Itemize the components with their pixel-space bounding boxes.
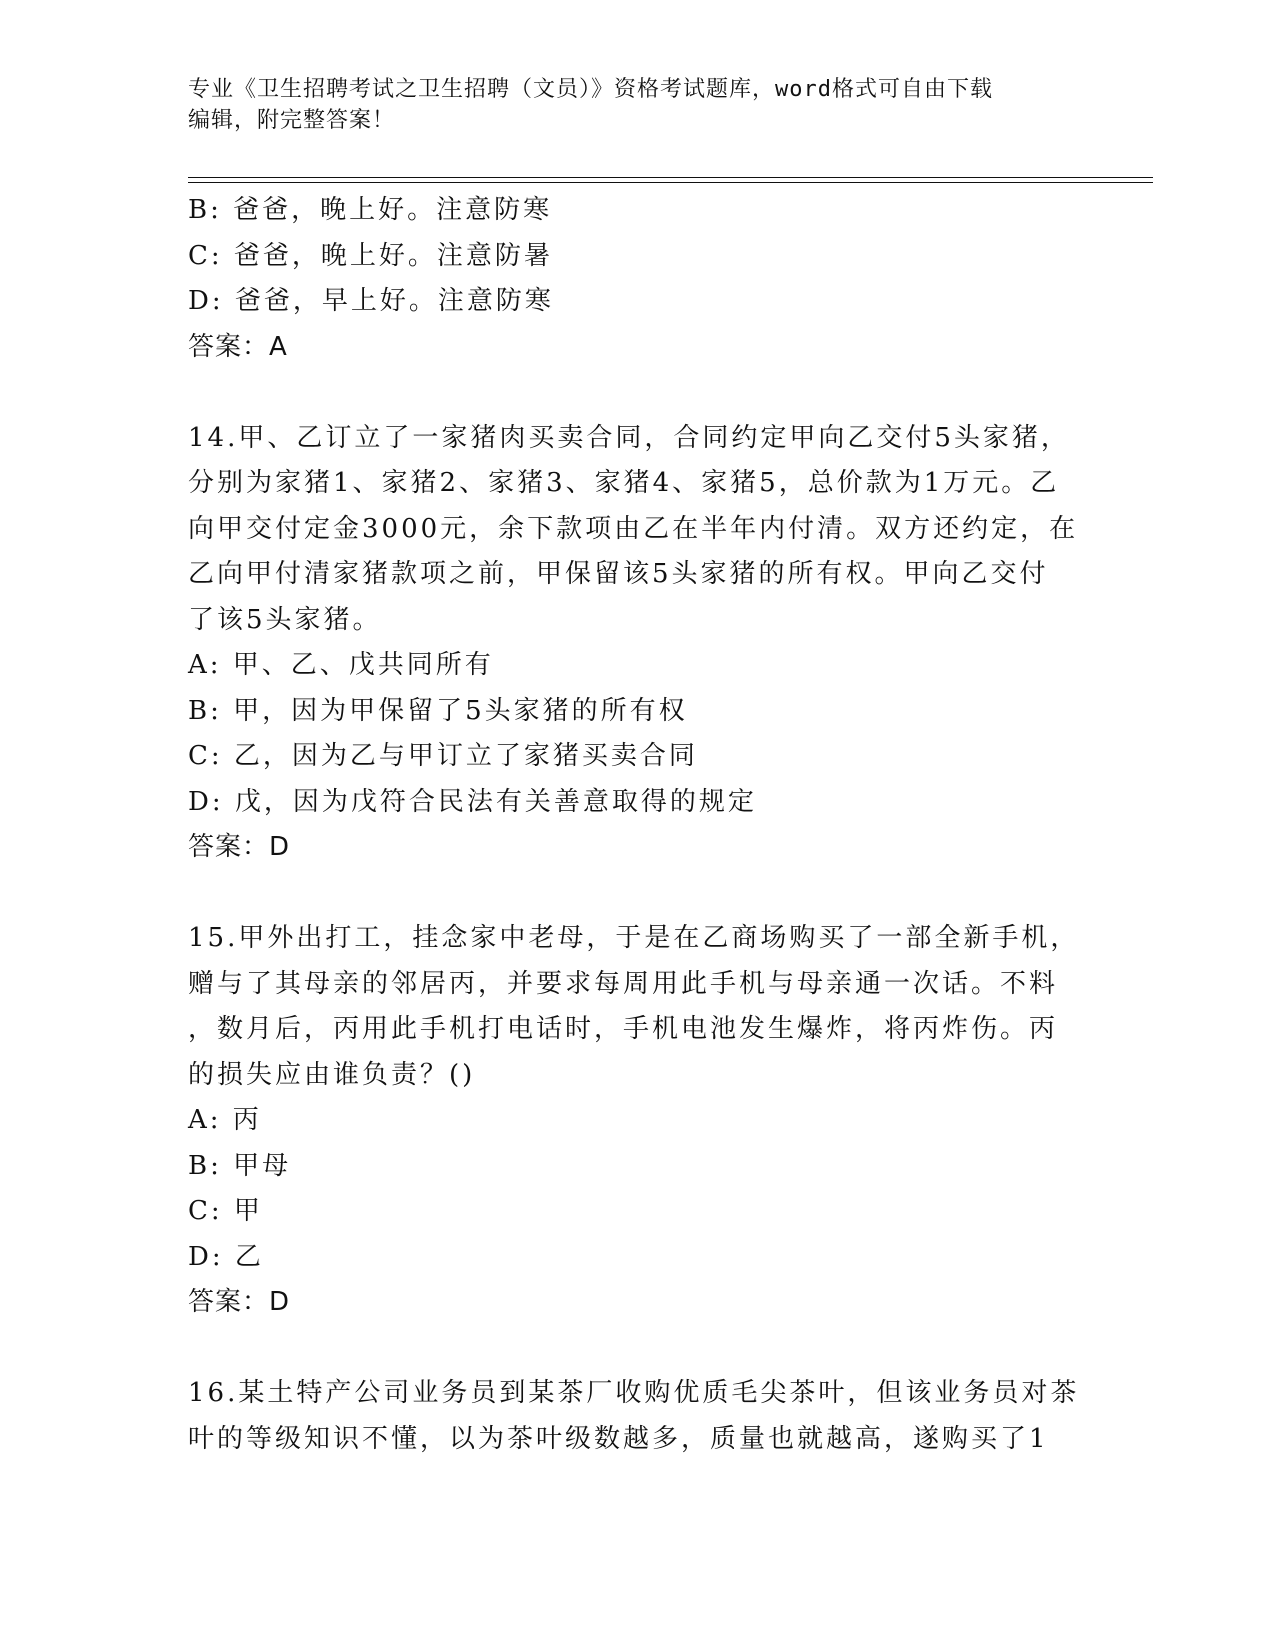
header-divider-top <box>188 177 1153 178</box>
option-b: B: 甲母 <box>188 1150 292 1181</box>
answer-line: 答案：A <box>188 331 288 362</box>
question-stem-line: 15.甲外出打工，挂念家中老母，于是在乙商场购买了一部全新手机， <box>188 923 1080 953</box>
question-stem-line: 14.甲、乙订立了一家猪肉买卖合同，合同约定甲向乙交付5头家猪， <box>188 422 1070 453</box>
spacer <box>188 370 1088 416</box>
answer-line: 答案：D <box>188 1287 291 1317</box>
question-stem-line: 的损失应由谁负责？() <box>188 1059 476 1090</box>
question-14 <box>188 416 1088 871</box>
question-stem-line: 16.某土特产公司业务员到某茶厂收购优质毛尖茶叶，但该业务员对茶 <box>188 1378 1080 1408</box>
question-list <box>188 188 1088 1462</box>
option-b: B: 甲，因为甲保留了5头家猪的所有权 <box>188 695 688 726</box>
question-stem-line: 赠与了其母亲的邻居丙，并要求每周用此手机与母亲通一次话。不料 <box>188 968 1059 999</box>
option-d: D: 乙 <box>188 1241 264 1272</box>
answer-line: 答案：D <box>188 832 291 862</box>
header-line-2: 编辑，附完整答案！ <box>188 108 396 133</box>
question-stem-line: 分别为家猪1、家猪2、家猪3、家猪4、家猪5，总价款为1万元。乙 <box>188 468 1060 498</box>
question-stem-line: 了该5头家猪。 <box>188 604 382 635</box>
spacer <box>188 871 1088 917</box>
question-stem-line: 向甲交付定金3000元，余下款项由乙在半年内付清。双方还约定，在 <box>188 513 1079 544</box>
option-a: A: 甲、乙、戊共同所有 <box>188 650 494 680</box>
option-c: C: 甲 <box>188 1196 263 1226</box>
spacer <box>188 1326 1088 1372</box>
header-divider-bottom <box>188 182 1153 183</box>
document-header <box>188 74 1088 136</box>
question-stem-line: 叶的等级知识不懂，以为茶叶级数越多，质量也就越高，遂购买了1 <box>188 1423 1049 1454</box>
option-d: D: 爸爸，早上好。注意防寒 <box>188 286 554 316</box>
question-13 <box>188 188 1088 370</box>
question-stem-line: ，数月后，丙用此手机打电话时，手机电池发生爆炸，将丙炸伤。丙 <box>188 1014 1059 1044</box>
option-b: B: 爸爸，晚上好。注意防寒 <box>188 195 553 225</box>
question-16 <box>188 1371 1088 1462</box>
question-stem-line: 乙向甲付清家猪款项之前，甲保留该5头家猪的所有权。甲向乙交付 <box>188 559 1049 589</box>
option-c: C: 爸爸，晚上好。注意防暑 <box>188 240 553 271</box>
question-15 <box>188 916 1088 1326</box>
option-c: C: 乙，因为乙与甲订立了家猪买卖合同 <box>188 741 698 771</box>
option-d: D: 戊，因为戊符合民法有关善意取得的规定 <box>188 786 757 817</box>
header-line-1: 专业《卫生招聘考试之卫生招聘（文员）》资格考试题库，word格式可自由下载 <box>188 77 993 102</box>
option-a: A: 丙 <box>188 1105 262 1135</box>
